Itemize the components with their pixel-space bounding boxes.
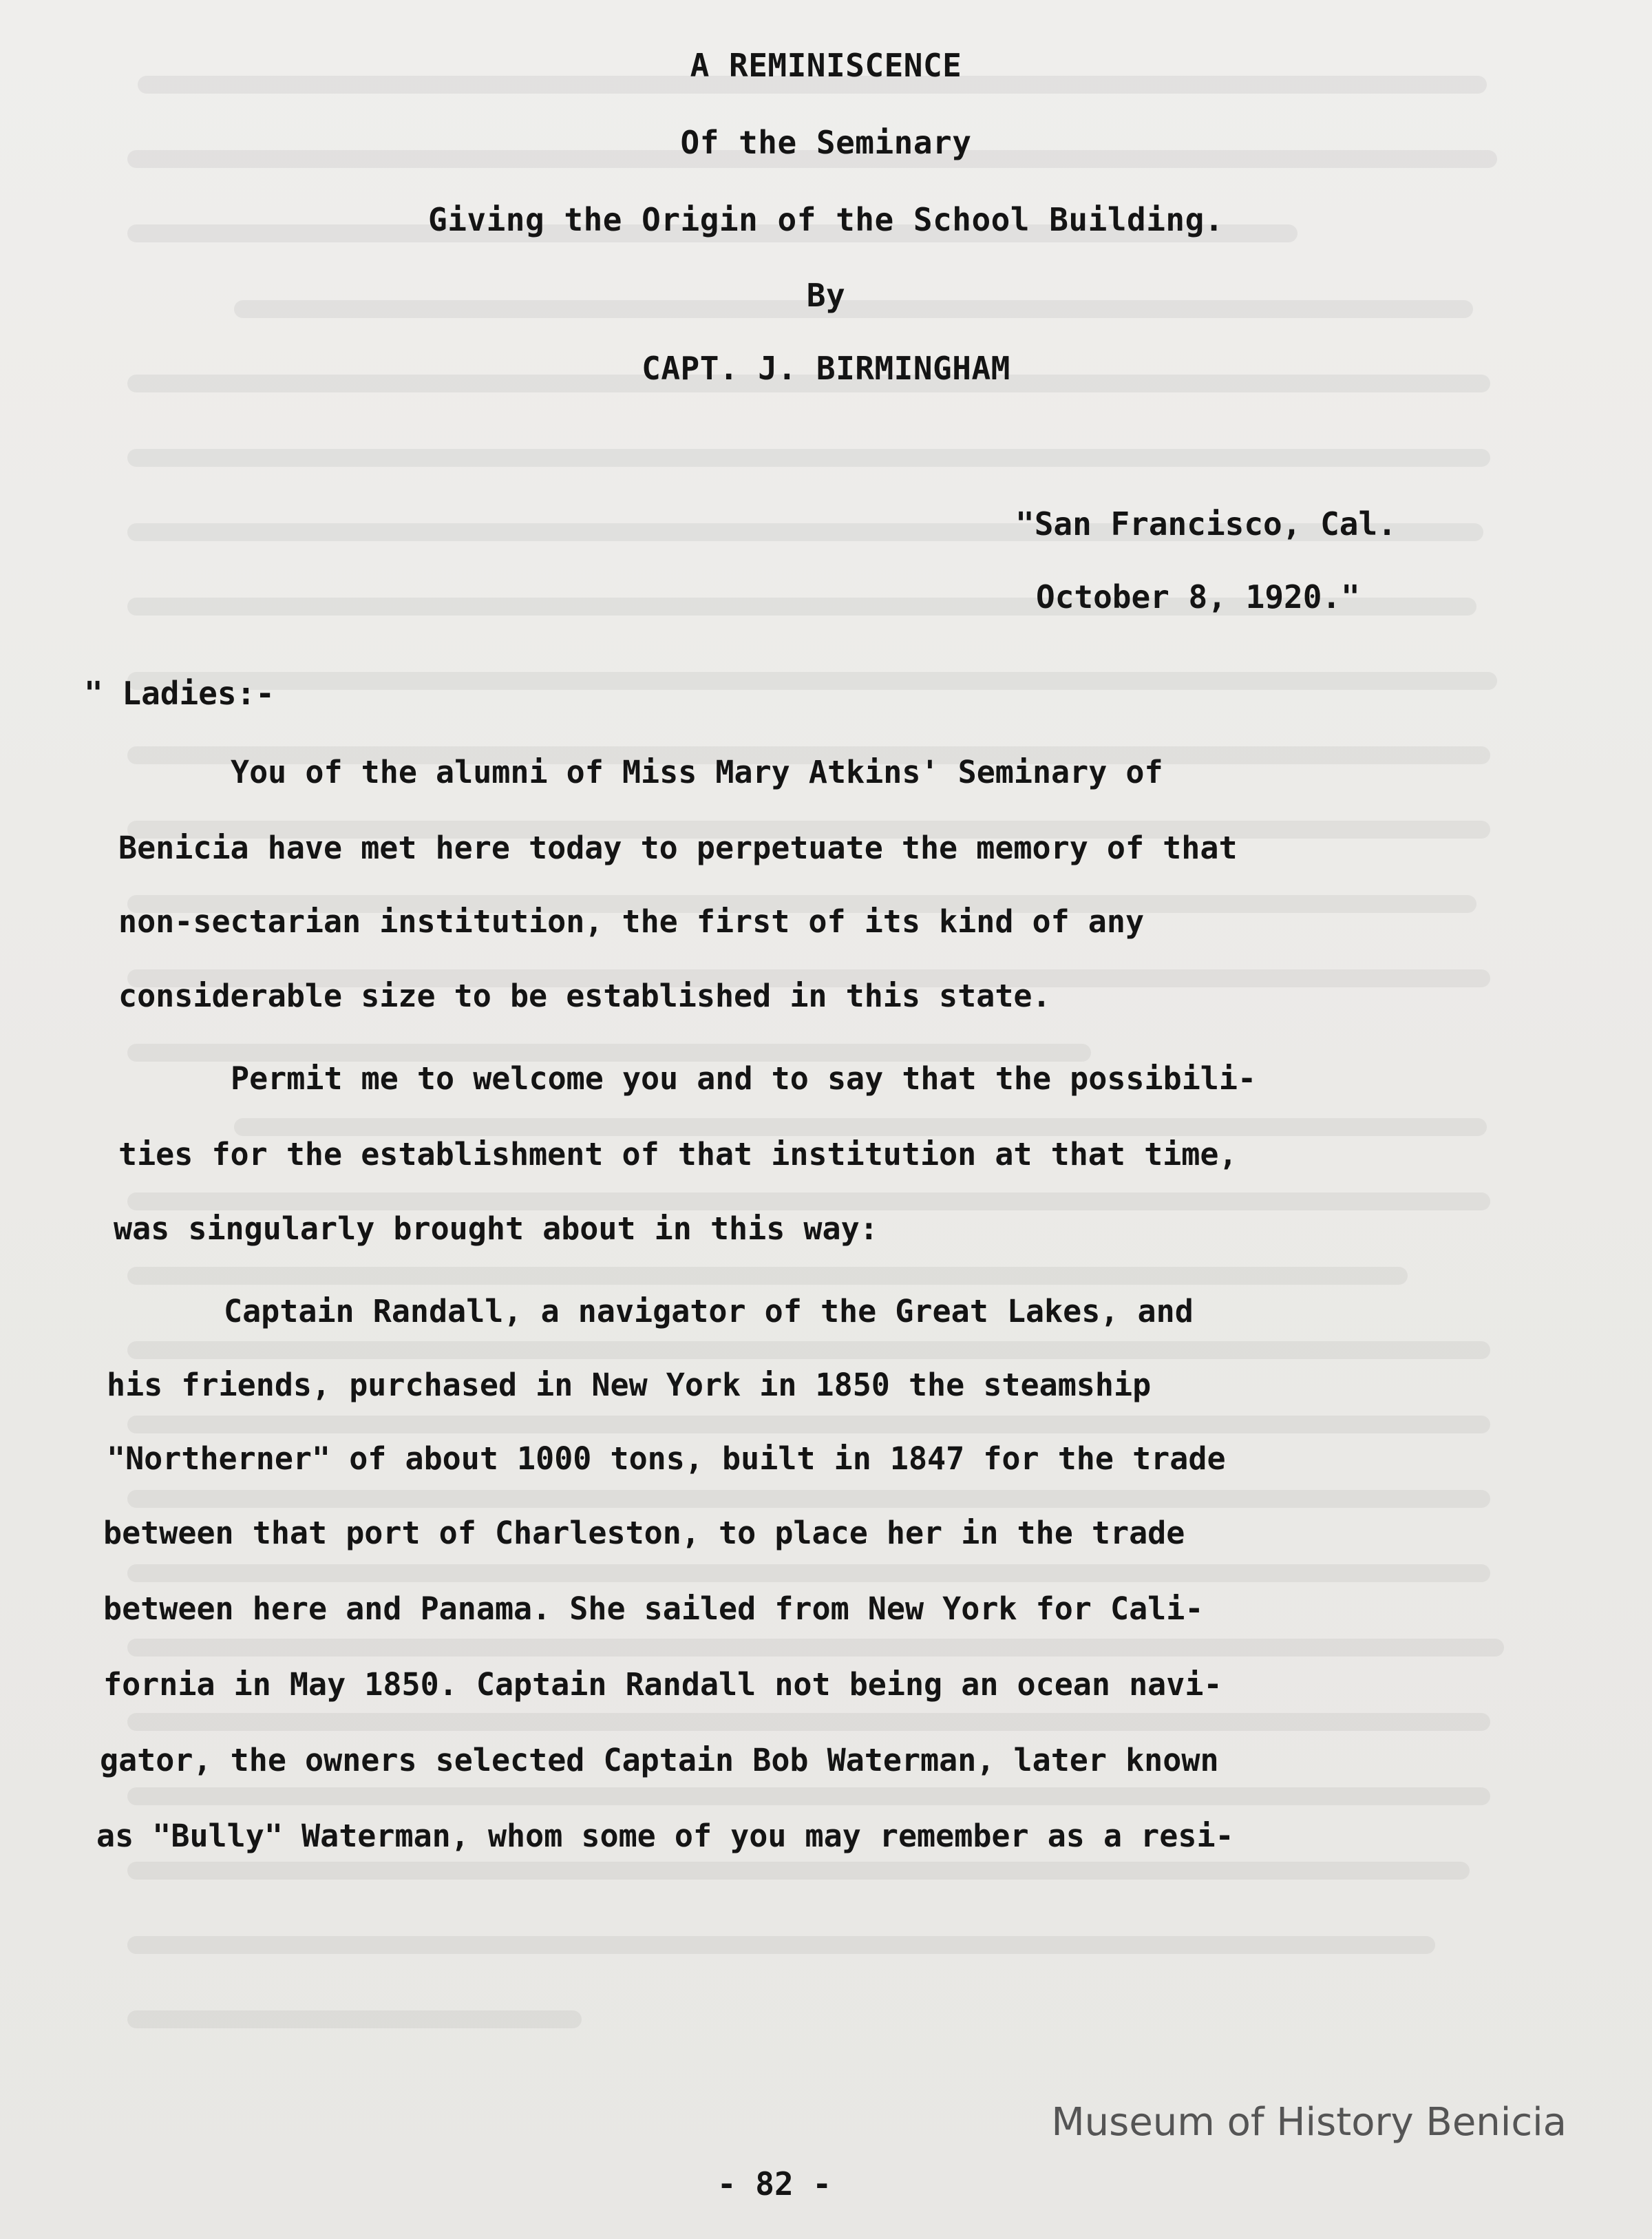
dateline-place: "San Francisco, Cal. — [1015, 505, 1397, 543]
body-line: was singularly brought about in this way: — [114, 1210, 878, 1247]
body-line: between here and Panama. She sailed from New York for Cali- — [103, 1590, 1204, 1627]
body-line: Captain Randall, a navigator of the Great Lakes, and — [224, 1293, 1194, 1329]
title-subline: Of the Seminary — [680, 124, 972, 161]
body-line: gator, the owners selected Captain Bob Waterman, later known — [100, 1742, 1219, 1778]
page-number: - 82 - — [717, 2165, 832, 2203]
document-title: A REMINISCENCE — [690, 47, 962, 84]
salutation: " Ladies:- — [84, 675, 275, 712]
byline-label: By — [806, 277, 846, 314]
museum-watermark: Museum of History Benicia — [1051, 2100, 1567, 2145]
body-line: fornia in May 1850. Captain Randall not being an ocean navi- — [103, 1666, 1222, 1703]
body-line: non-sectarian institution, the first of its kind of any — [118, 903, 1145, 940]
author-name: CAPT. J. BIRMINGHAM — [642, 350, 1010, 387]
body-line: You of the alumni of Miss Mary Atkins' Seminary of — [231, 754, 1163, 790]
body-line: Benicia have met here today to perpetuate the memory of that — [118, 830, 1238, 866]
body-line: considerable size to be established in this state. — [118, 978, 1051, 1014]
body-line: Permit me to welcome you and to say that the possibili- — [231, 1060, 1257, 1097]
dateline-date: October 8, 1920." — [1036, 578, 1360, 616]
body-line: as "Bully" Waterman, whom some of you may remember as a resi- — [96, 1818, 1234, 1854]
body-line: his friends, purchased in New York in 1850 the steamship — [107, 1367, 1152, 1403]
body-line: between that port of Charleston, to place her in the trade — [103, 1515, 1185, 1551]
body-line: "Northerner" of about 1000 tons, built in 1847 for the trade — [107, 1440, 1226, 1477]
title-description: Giving the Origin of the School Building. — [428, 201, 1224, 238]
body-line: ties for the establishment of that institution at that time, — [118, 1136, 1238, 1173]
